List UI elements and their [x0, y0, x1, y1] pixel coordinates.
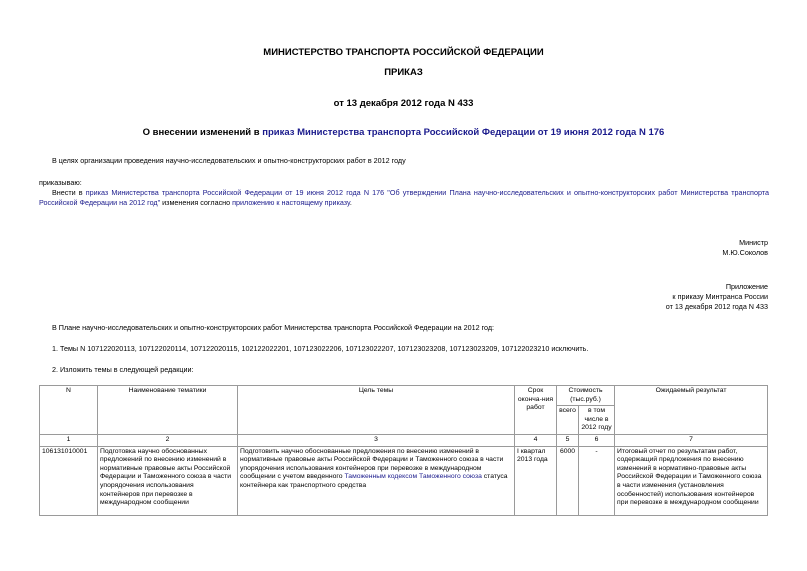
plan-item-1: 1. Темы N 107122020113, 107122020114, 107122020115, 102122022201, 107123022206, 107123022207, 107123023208, 107123023209, 107122023210 исключить.: [52, 344, 589, 353]
order-date-number: от 13 декабря 2012 года N 433: [333, 98, 474, 109]
order-title-prefix: О внесении изменений в: [142, 127, 263, 138]
order-word: приказываю:: [39, 178, 82, 187]
header-cost: Стоимость (тыс.руб.): [557, 386, 615, 406]
row-name: Подготовка научно обоснованных предложений по внесению изменений в нормативные правовые акты Российской Федерации и Таможенного союза в части упорядочения использования контейнеров при перевозке в международном сообщении: [98, 446, 238, 515]
header-name: Наименование тематики: [98, 386, 238, 435]
order-paragraph: [39, 188, 769, 208]
row-number: 106131010001: [40, 446, 98, 515]
col-number: 3: [238, 434, 515, 446]
row-result: Итоговый отчет по результатам работ, содержащий предложения по внесению изменений в нормативно-правовые акты Российской Федерации и Таможенного союза в части изменения (установления особенностей) использования контейнеров при перевозке в международном сообщении: [615, 446, 768, 515]
row-goal-after: статуса контейнера как транспортного средства: [240, 473, 508, 489]
row-goal-before: Подготовить научно обоснованные предложения по внесению изменений в нормативные правовые акты Российской Федерации и Таможенного союза в части упорядочения использования контейнеров при перевозке в международном сообщении с учетом введенного: [240, 447, 504, 481]
table-row: [40, 446, 768, 515]
col-number: 6: [579, 434, 615, 446]
col-number: 1: [40, 434, 98, 446]
column-number-row: [40, 434, 768, 446]
purpose-text: В целях организации проведения научно-исследовательских и опытно-конструкторских работ в 2012 году: [52, 156, 406, 165]
appendix-line2: от 13 декабря 2012 года N 433: [665, 302, 768, 311]
para-mid2: изменения согласно: [160, 198, 233, 207]
row-in-2012: -: [579, 446, 615, 515]
doc-type-heading: ПРИКАЗ: [384, 67, 423, 78]
header-n: N: [40, 386, 98, 435]
appendix-line1: к приказу Минтранса России: [672, 292, 768, 301]
col-number: 7: [615, 434, 768, 446]
plan-item-2: 2. Изложить темы в следующей редакции:: [52, 365, 194, 374]
ministry-heading: МИНИСТЕРСТВО ТРАНСПОРТА РОССИЙСКОЙ ФЕДЕРАЦИИ: [263, 47, 544, 58]
header-in-2012: в том числе в 2012 году: [579, 406, 615, 435]
appendix-title: Приложение: [725, 282, 768, 291]
customs-code-link[interactable]: Таможенным кодексом Таможенного союза: [344, 473, 482, 481]
signature-position: Министр: [739, 238, 768, 247]
row-total: 6000: [557, 446, 579, 515]
appendix-link[interactable]: приложению к настоящему приказу: [232, 198, 350, 207]
header-goal: Цель темы: [238, 386, 515, 435]
row-term: I квартал 2013 года: [515, 446, 557, 515]
order-176-link[interactable]: приказ Министерства транспорта Российской Федерации от 19 июня 2012 года N 176: [85, 188, 385, 197]
order-title-link[interactable]: приказ Министерства транспорта Российской Федерации от 19 июня 2012 года N 176: [262, 127, 665, 138]
col-number: 5: [557, 434, 579, 446]
plan-intro: В Плане научно-исследовательских и опытно-конструкторских работ Министерства транспорта Российской Федерации на 2012 год:: [52, 323, 495, 332]
col-number: 4: [515, 434, 557, 446]
signature-name: М.Ю.Соколов: [722, 248, 768, 257]
header-term: Срок оконча-ния работ: [515, 386, 557, 435]
para-middle[interactable]: "Об утверждении Плана научно-исследовательских и опытно-конструкторских работ Министерства транспорта Российской Федерации на 2012 год": [39, 188, 769, 207]
header-total: всего: [557, 406, 579, 435]
order-title: [0, 127, 807, 138]
col-number: 2: [98, 434, 238, 446]
para-prefix: Внести в: [52, 188, 86, 197]
para-end: .: [349, 198, 352, 207]
row-goal: [238, 446, 515, 515]
plan-table: [39, 385, 768, 516]
header-result: Ожидаемый результат: [615, 386, 768, 435]
